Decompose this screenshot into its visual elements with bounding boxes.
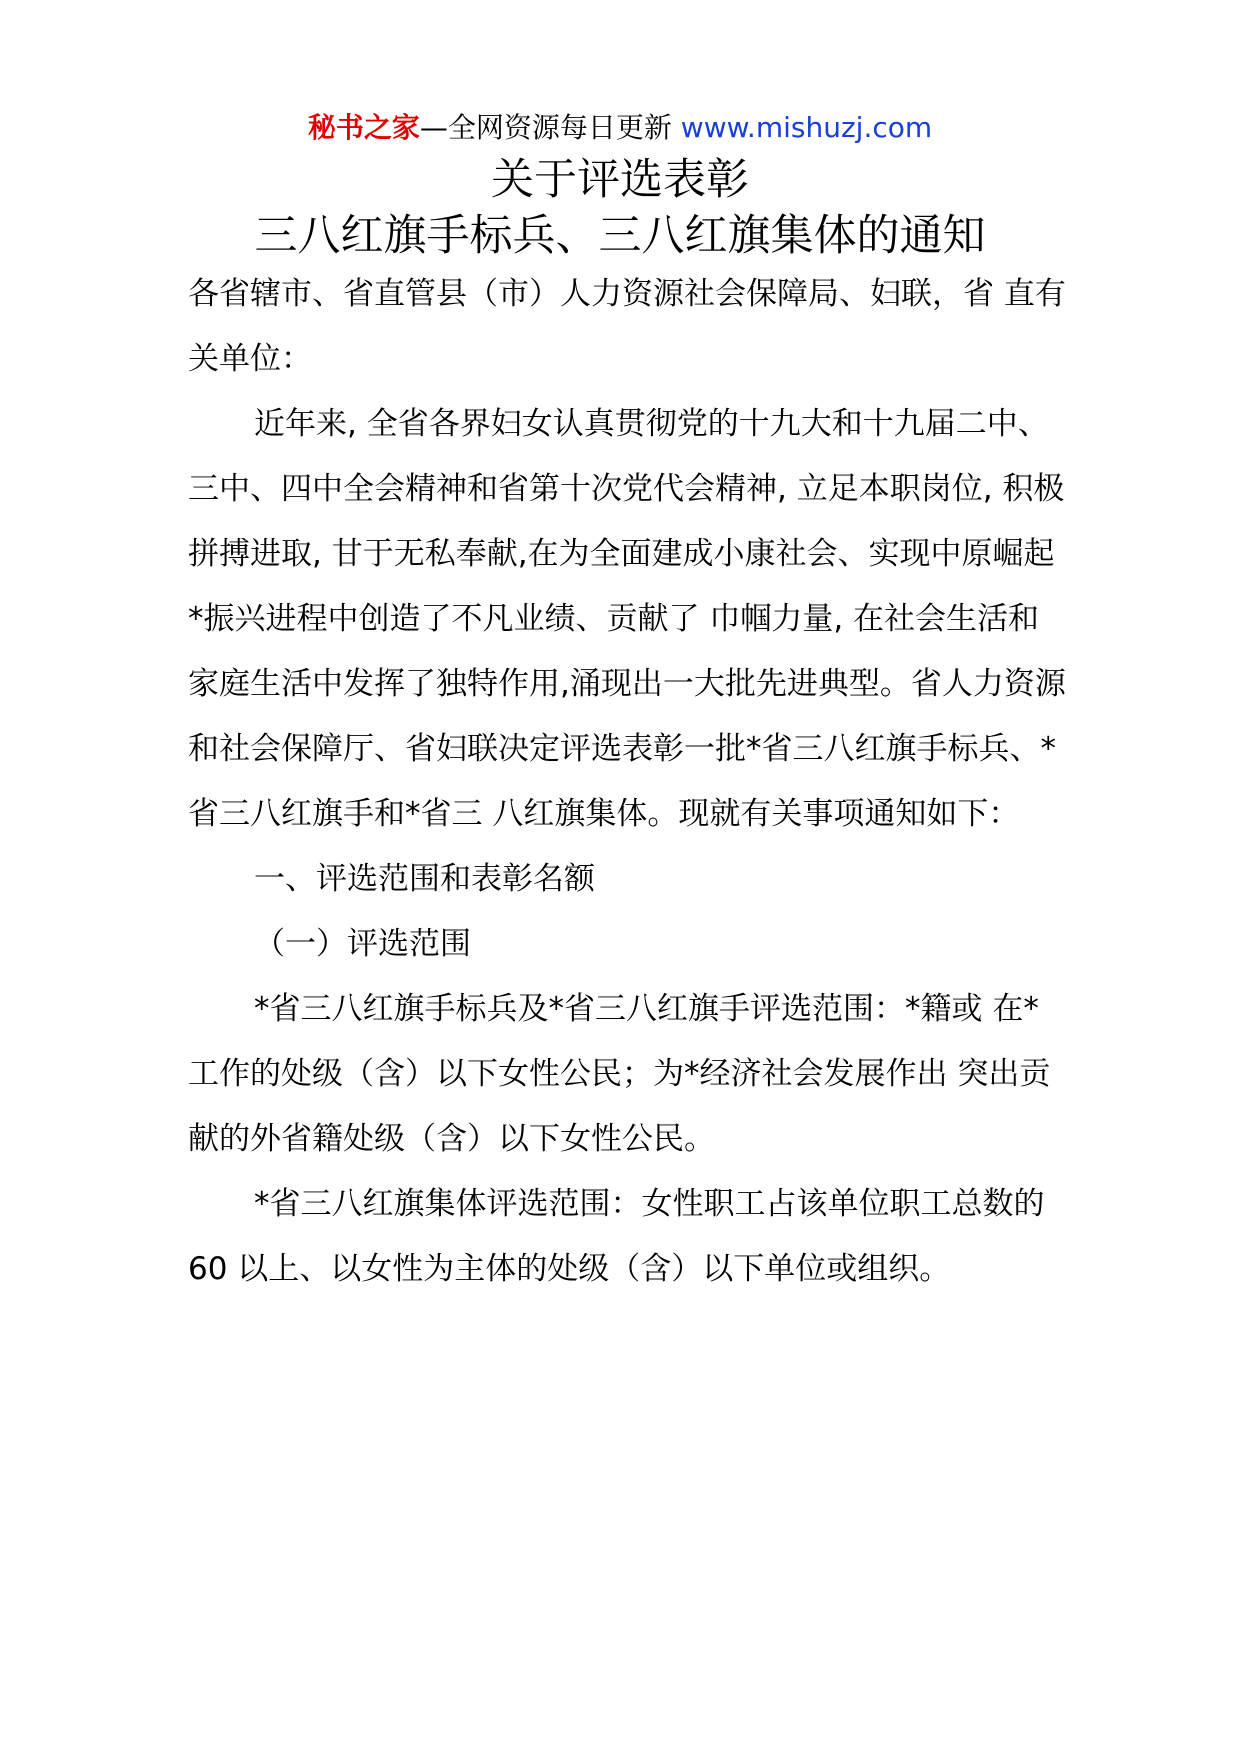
document-title-line-1: 关于评选表彰 <box>491 155 749 205</box>
site-header <box>0 108 1240 148</box>
site-url-link[interactable]: www.mishuzj.com <box>680 111 933 144</box>
brand-name: 秘书之家 <box>307 111 420 144</box>
section-heading-1: 一、评选范围和表彰名额 <box>254 861 595 897</box>
subsection-heading-1: （一）评选范围 <box>254 926 471 962</box>
document-title-line-2: 三八红旗手标兵、三八红旗集体的通知 <box>254 211 986 261</box>
document-body <box>188 262 1068 1302</box>
paragraph-collective-scope: *省三八红旗集体评选范围：女性职工占该单位职工总数的 60 以上、以女性为主体的处级（含）以下单位或组织。 <box>188 1186 1045 1287</box>
header-tagline: —全网资源每日更新 <box>419 111 672 144</box>
paragraph-individual-scope: *省三八红旗手标兵及*省三八红旗手评选范围：*籍或 在*工作的处级（含）以下女性公民；为*经济社会发展作出 突出贡献的外省籍处级（含）以下女性公民。 <box>188 991 1051 1157</box>
paragraph-intro: 近年来, 全省各界妇女认真贯彻党的十九大和十九届二中、三中、四中全会精神和省第十次党代会精神, 立足本职岗位, 积极拼搏进取, 甘于无私奉献,在为全面建成小康社会、实现中原崛起*振兴进程中创造了不凡业绩、贡献了 巾帼力量, 在社会生活和家庭生活中发挥了独特作用,涌现出一大批先进典型。省人力资源和社会保障厅、省妇联决定评选表彰一批*省三八红旗手标兵、*省三八红旗手和*省三 八红旗集体。现就有关事项通知如下： <box>188 406 1066 832</box>
salutation: 各省辖市、省直管县（市）人力资源社会保障局、妇联，省 直有关单位： <box>188 276 1066 377</box>
